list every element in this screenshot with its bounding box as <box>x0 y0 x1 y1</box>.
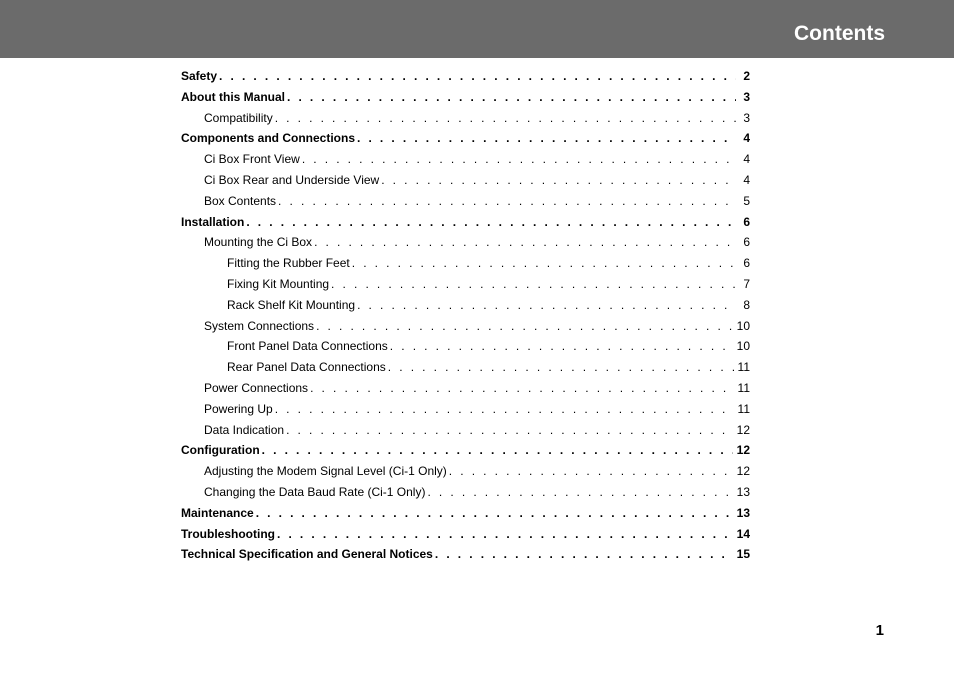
toc-entry-page: 2 <box>743 69 750 83</box>
toc-entry-front-panel-data-connections[interactable] <box>181 336 750 357</box>
toc-entry-maintenance[interactable] <box>181 503 750 524</box>
toc-entry-rack-shelf-kit-mounting[interactable] <box>181 295 750 316</box>
toc-entry-page: 12 <box>736 464 750 479</box>
toc-entry-powering-up[interactable] <box>181 399 750 420</box>
toc-entry-troubleshooting[interactable] <box>181 524 750 545</box>
dot-leader <box>219 66 736 87</box>
page-title: Contents <box>794 22 885 45</box>
toc-entry-label: Changing the Data Baud Rate (Ci-1 Only) <box>204 484 426 499</box>
dot-leader <box>256 503 733 524</box>
toc-entry-page: 12 <box>736 443 750 458</box>
toc-entry-page: 14 <box>736 526 750 541</box>
toc-entry-page: 6 <box>743 235 750 250</box>
toc-entry-box-contents[interactable] <box>181 191 750 212</box>
toc-entry-page: 15 <box>736 547 750 562</box>
toc-entry-label: Front Panel Data Connections <box>227 339 388 354</box>
dot-leader <box>302 149 736 170</box>
dot-leader <box>357 295 736 316</box>
toc-entry-adjusting-the-modem-signal-level[interactable] <box>181 461 750 482</box>
toc-entry-label: Rack Shelf Kit Mounting <box>227 297 356 312</box>
toc-entry-page: 3 <box>743 110 750 125</box>
dot-leader <box>435 544 733 565</box>
toc-entry-page: 10 <box>736 318 750 333</box>
dot-leader <box>388 357 734 378</box>
table-of-contents <box>181 66 750 565</box>
dot-leader <box>278 191 736 212</box>
toc-entry-label: Adjusting the Modem Signal Level (Ci-1 Only) <box>204 464 447 479</box>
toc-entry-label: Configuration <box>181 443 260 458</box>
toc-entry-label: Power Connections <box>204 380 309 395</box>
toc-entry-installation[interactable] <box>181 212 750 233</box>
toc-entry-page: 4 <box>743 152 750 167</box>
toc-entry-rear-panel-data-connections[interactable] <box>181 357 750 378</box>
header-bar <box>0 0 954 58</box>
toc-entry-page: 4 <box>743 172 750 187</box>
toc-entry-label: Ci Box Rear and Underside View <box>204 172 380 187</box>
toc-entry-changing-the-data-baud-rate[interactable] <box>181 482 750 503</box>
toc-entry-page: 13 <box>736 505 750 520</box>
toc-entry-fixing-kit-mounting[interactable] <box>181 274 750 295</box>
dot-leader <box>310 378 733 399</box>
toc-entry-page: 6 <box>743 214 750 229</box>
toc-entry-compatibility[interactable] <box>181 108 750 129</box>
dot-leader <box>331 274 736 295</box>
toc-entry-page: 6 <box>743 256 750 271</box>
toc-entry-label: Troubleshooting <box>181 526 275 541</box>
dot-leader <box>357 128 736 149</box>
toc-entry-power-connections[interactable] <box>181 378 750 399</box>
dot-leader <box>275 108 736 129</box>
toc-entry-page: 11 <box>737 360 750 375</box>
toc-entry-label: Fixing Kit Mounting <box>227 276 330 291</box>
dot-leader <box>449 461 733 482</box>
toc-entry-label: System Connections <box>204 318 315 333</box>
dot-leader <box>352 253 736 274</box>
toc-entry-page: 7 <box>743 276 750 291</box>
toc-entry-technical-specification-and-general-notices[interactable] <box>181 544 750 565</box>
toc-entry-page: 10 <box>736 339 750 354</box>
toc-entry-system-connections[interactable] <box>181 316 750 337</box>
toc-entry-label: Safety <box>181 69 218 83</box>
toc-entry-page: 11 <box>737 401 750 416</box>
toc-entry-components-and-connections[interactable] <box>181 128 750 149</box>
toc-entry-label: Fitting the Rubber Feet <box>227 256 350 271</box>
toc-entry-about-this-manual[interactable] <box>181 87 750 108</box>
dot-leader <box>275 399 734 420</box>
toc-entry-ci-box-front-view[interactable] <box>181 149 750 170</box>
dot-leader <box>277 524 733 545</box>
toc-entry-mounting-the-ci-box[interactable] <box>181 232 750 253</box>
toc-entry-label: Ci Box Front View <box>204 152 300 167</box>
toc-entry-fitting-the-rubber-feet[interactable] <box>181 253 750 274</box>
toc-entry-label: About this Manual <box>181 89 285 104</box>
toc-entry-safety[interactable] <box>181 66 750 87</box>
toc-entry-configuration[interactable] <box>181 440 750 461</box>
toc-entry-page: 12 <box>736 422 750 437</box>
dot-leader <box>316 316 733 337</box>
toc-entry-page: 11 <box>737 380 750 395</box>
toc-entry-page: 3 <box>743 89 750 104</box>
dot-leader <box>381 170 736 191</box>
toc-entry-label: Box Contents <box>204 193 277 208</box>
dot-leader <box>390 336 733 357</box>
toc-entry-label: Data Indication <box>204 422 285 437</box>
toc-entry-label: Mounting the Ci Box <box>204 235 313 250</box>
toc-entry-label: Compatibility <box>204 110 273 125</box>
toc-entry-data-indication[interactable] <box>181 420 750 441</box>
dot-leader <box>246 212 736 233</box>
toc-entry-label: Technical Specification and General Notices <box>181 547 433 562</box>
dot-leader <box>286 420 733 441</box>
toc-entry-ci-box-rear-and-underside-view[interactable] <box>181 170 750 191</box>
page-number: 1 <box>875 622 884 639</box>
toc-entry-page: 8 <box>743 297 750 312</box>
dot-leader <box>287 87 736 108</box>
toc-entry-label: Powering Up <box>204 401 273 416</box>
toc-entry-label: Installation <box>181 214 245 229</box>
toc-entry-label: Rear Panel Data Connections <box>227 360 386 375</box>
toc-entry-page: 4 <box>743 131 750 146</box>
toc-entry-label: Maintenance <box>181 505 254 520</box>
toc-entry-label: Components and Connections <box>181 131 355 146</box>
dot-leader <box>262 440 733 461</box>
dot-leader <box>427 482 732 503</box>
dot-leader <box>314 232 736 253</box>
toc-entry-page: 13 <box>736 484 750 499</box>
toc-entry-page: 5 <box>743 193 750 208</box>
